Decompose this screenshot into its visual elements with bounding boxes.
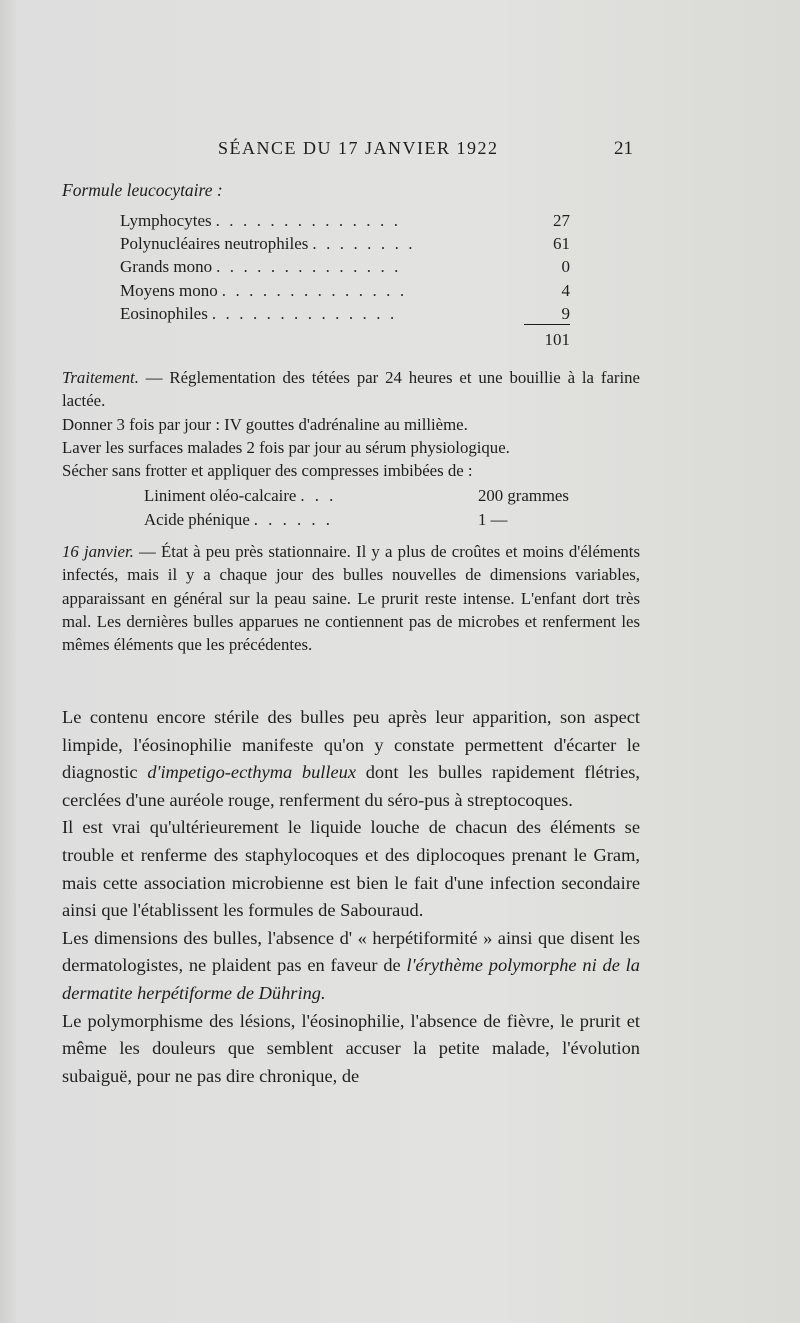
cell-value: 61: [553, 234, 570, 254]
treatment-line: Sécher sans frotter et appliquer des compresses imbibées de :: [62, 461, 473, 481]
leader-dots: . . . . . . . . . . . . . .: [211, 303, 397, 323]
entry-text: — État à peu près stationnaire. Il y a plus de croûtes et moins d'éléments infectés, mais il y a chaque jour des bulles nouvelles de dimensions variables, apparaissant en général sur la peau saine. Le prurit reste intense. L'enfant dort très mal. Les dernières bulles apparues ne contiennent pas de microbes et renferment les mêmes éléments que les précédentes.: [62, 542, 640, 655]
diagnosis-term: l'érythème polymorphe ni de la dermatite herpétiforme de Dühring.: [62, 955, 640, 1003]
ingredient-quantity: 200 grammes: [478, 486, 569, 505]
treatment-line: Laver les surfaces malades 2 fois par jour au sérum physiologique.: [62, 437, 510, 457]
page-header: [0, 138, 800, 168]
leader-dots: . . . . . . . . . . . . . .: [215, 211, 401, 230]
running-head: SÉANCE DU 17 JANVIER 1922: [218, 138, 499, 158]
leader-dots: . . .: [300, 486, 337, 505]
cell-label: Eosinophiles: [120, 303, 208, 323]
january16-paragraph: [62, 540, 640, 656]
list-item: [144, 508, 564, 532]
cell-value: 4: [561, 280, 570, 300]
discussion-paragraph-3: [62, 925, 640, 1008]
cell-value: 0: [561, 257, 570, 277]
ingredient-name: Acide phénique: [144, 510, 250, 529]
page-number: 21: [614, 138, 633, 159]
cell-label: Lymphocytes: [120, 211, 212, 230]
table-row: [120, 255, 570, 278]
text-run: Les dimensions des bulles, l'absence d' « herpétiformité » ainsi que disent les dermatologistes, ne plaident pas en faveur de: [62, 927, 640, 976]
table-total: 101: [544, 330, 570, 349]
entry-date: 16 janvier.: [62, 542, 134, 561]
discussion-paragraph-2: Il est vrai qu'ultérieurement le liquide louche de chacun des éléments se trouble et renferme des staphylocoques et des diplocoques prenant le Gram, mais cette association microbienne est bien le fait d'une infection secondaire ainsi que l'établissent les formules de Sabouraud.: [62, 817, 640, 921]
leader-dots: . . . . . . . . . . . . . .: [221, 280, 407, 300]
prescription-list: [144, 484, 569, 532]
ingredient-name: Liniment oléo-calcaire: [144, 486, 297, 505]
formula-title: Formule leucocytaire :: [62, 180, 223, 200]
leader-dots: . . . . . . . .: [312, 234, 416, 254]
january16-section: [62, 540, 640, 656]
discussion-section: [62, 704, 640, 1090]
leader-dots: . . . . . .: [253, 510, 333, 529]
table-row: [120, 232, 570, 255]
discussion-paragraph-1: [62, 704, 640, 814]
cell-value: 9: [561, 303, 570, 323]
table-row: [120, 279, 570, 302]
list-item: [144, 484, 569, 508]
text-run: dont les bulles rapidement flétries, cerclées d'une auréole rouge, renferment du séro-pus à streptocoques.: [62, 762, 640, 810]
cell-label: Polynucléaires neutrophiles: [120, 234, 309, 254]
cell-label: Moyens mono: [120, 280, 218, 300]
table-row: [120, 302, 570, 325]
table-row: [120, 209, 570, 232]
treatment-text: — Réglementation des tétées par 24 heures et une bouillie à la farine lactée.: [62, 368, 640, 411]
cell-value: 27: [553, 211, 570, 230]
cell-label: Grands mono: [120, 257, 213, 277]
leukocyte-table: [120, 209, 570, 325]
treatment-line: Donner 3 fois par jour : IV gouttes d'adrénaline au millième.: [62, 414, 468, 434]
diagnosis-term: d'impetigo-ecthyma bulleux: [147, 762, 357, 783]
total-rule: [524, 324, 570, 325]
treatment-section: [62, 366, 640, 482]
treatment-label: Traitement.: [62, 368, 139, 387]
text-run: Le contenu encore stérile des bulles peu après leur apparition, son aspect limpide, l'éosinophilie manifeste qu'on y constate permettent d'écarter le diagnostic: [62, 707, 640, 783]
leader-dots: . . . . . . . . . . . . . .: [216, 257, 402, 277]
ingredient-quantity: 1 —: [478, 510, 508, 529]
treatment-paragraph: [62, 366, 640, 413]
discussion-paragraph-4: Le polymorphisme des lésions, l'éosinophilie, l'absence de fièvre, le prurit et même les douleurs que semblent accuser la petite malade, l'évolution subaiguë, pour ne pas dire chronique, de: [62, 1010, 640, 1086]
